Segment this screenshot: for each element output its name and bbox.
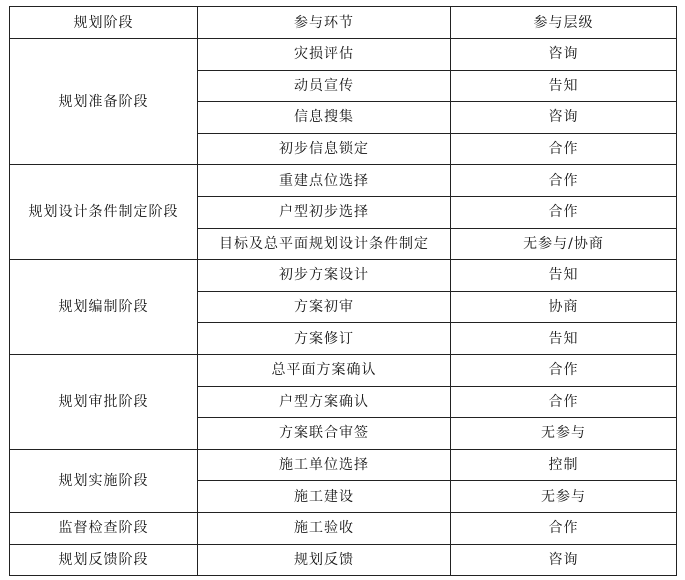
stage-name: 规划准备阶段 (10, 39, 198, 165)
step-cell: 施工验收 (198, 512, 451, 544)
step-cell: 灾损评估 (198, 39, 451, 71)
level-cell: 协商 (451, 291, 677, 323)
step-cell: 初步信息锁定 (198, 133, 451, 165)
table-row (10, 39, 677, 71)
level-cell: 告知 (451, 70, 677, 102)
header-stage: 规划阶段 (10, 7, 198, 39)
stage-name: 规划实施阶段 (10, 449, 198, 512)
stage-name: 规划审批阶段 (10, 354, 198, 449)
stage-name: 规划设计条件制定阶段 (10, 165, 198, 260)
stage-name: 规划反馈阶段 (10, 544, 198, 576)
level-cell: 合作 (451, 354, 677, 386)
header-step: 参与环节 (198, 7, 451, 39)
table-row (10, 354, 677, 386)
step-cell: 户型方案确认 (198, 386, 451, 418)
level-cell: 咨询 (451, 102, 677, 134)
level-cell: 控制 (451, 449, 677, 481)
step-cell: 总平面方案确认 (198, 354, 451, 386)
step-cell: 信息搜集 (198, 102, 451, 134)
table-row (10, 260, 677, 292)
stage-name: 规划编制阶段 (10, 260, 198, 355)
level-cell: 合作 (451, 196, 677, 228)
table-body (10, 39, 677, 576)
level-cell: 合作 (451, 133, 677, 165)
step-cell: 重建点位选择 (198, 165, 451, 197)
header-row (10, 7, 677, 39)
level-cell: 告知 (451, 260, 677, 292)
stage-name: 监督检查阶段 (10, 512, 198, 544)
level-cell: 合作 (451, 165, 677, 197)
participation-table (9, 6, 677, 576)
table-row (10, 512, 677, 544)
level-cell: 无参与/协商 (451, 228, 677, 260)
step-cell: 户型初步选择 (198, 196, 451, 228)
level-cell: 合作 (451, 386, 677, 418)
step-cell: 施工单位选择 (198, 449, 451, 481)
table-row (10, 544, 677, 576)
table-header (10, 7, 677, 39)
level-cell: 合作 (451, 512, 677, 544)
table-row (10, 449, 677, 481)
level-cell: 咨询 (451, 544, 677, 576)
step-cell: 方案联合审签 (198, 418, 451, 450)
table-row (10, 165, 677, 197)
step-cell: 目标及总平面规划设计条件制定 (198, 228, 451, 260)
step-cell: 方案初审 (198, 291, 451, 323)
step-cell: 方案修订 (198, 323, 451, 355)
step-cell: 施工建设 (198, 481, 451, 513)
header-level: 参与层级 (451, 7, 677, 39)
step-cell: 动员宣传 (198, 70, 451, 102)
level-cell: 无参与 (451, 418, 677, 450)
level-cell: 告知 (451, 323, 677, 355)
level-cell: 咨询 (451, 39, 677, 71)
step-cell: 规划反馈 (198, 544, 451, 576)
level-cell: 无参与 (451, 481, 677, 513)
step-cell: 初步方案设计 (198, 260, 451, 292)
